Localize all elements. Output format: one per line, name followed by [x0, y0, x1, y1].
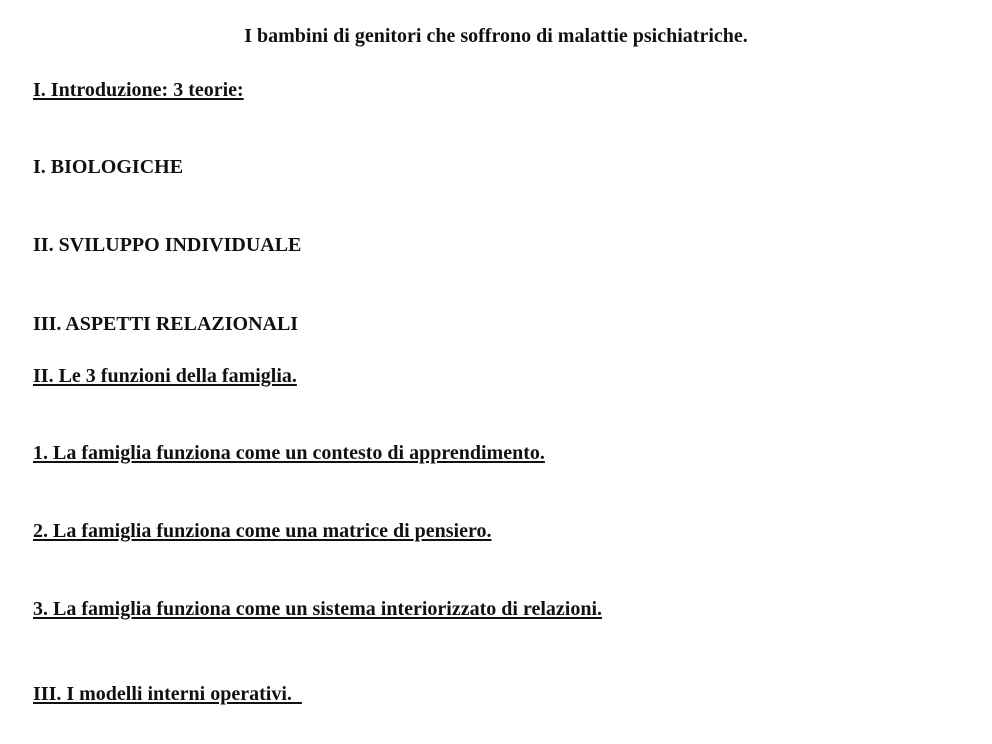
document-title: I bambini di genitori che soffrono di malattie psichiatriche.	[244, 25, 748, 47]
section-heading-funzioni-famiglia: II. Le 3 funzioni della famiglia.	[33, 365, 297, 387]
theory-item-sviluppo-individuale: II. SVILUPPO INDIVIDUALE	[33, 234, 302, 256]
family-function-item-3: 3. La famiglia funziona come un sistema interiorizzato di relazioni.	[33, 598, 603, 620]
theory-item-aspetti-relazionali: III. ASPETTI RELAZIONALI	[33, 313, 299, 335]
family-function-item-2: 2. La famiglia funziona come una matrice di pensiero.	[33, 520, 492, 542]
section-heading-introduzione: I. Introduzione: 3 teorie:	[33, 79, 244, 101]
theory-item-biologiche: I. BIOLOGICHE	[33, 156, 184, 178]
family-function-item-1: 1. La famiglia funziona come un contesto di apprendimento.	[33, 442, 545, 464]
section-heading-modelli-interni: III. I modelli interni operativi.	[33, 683, 302, 705]
